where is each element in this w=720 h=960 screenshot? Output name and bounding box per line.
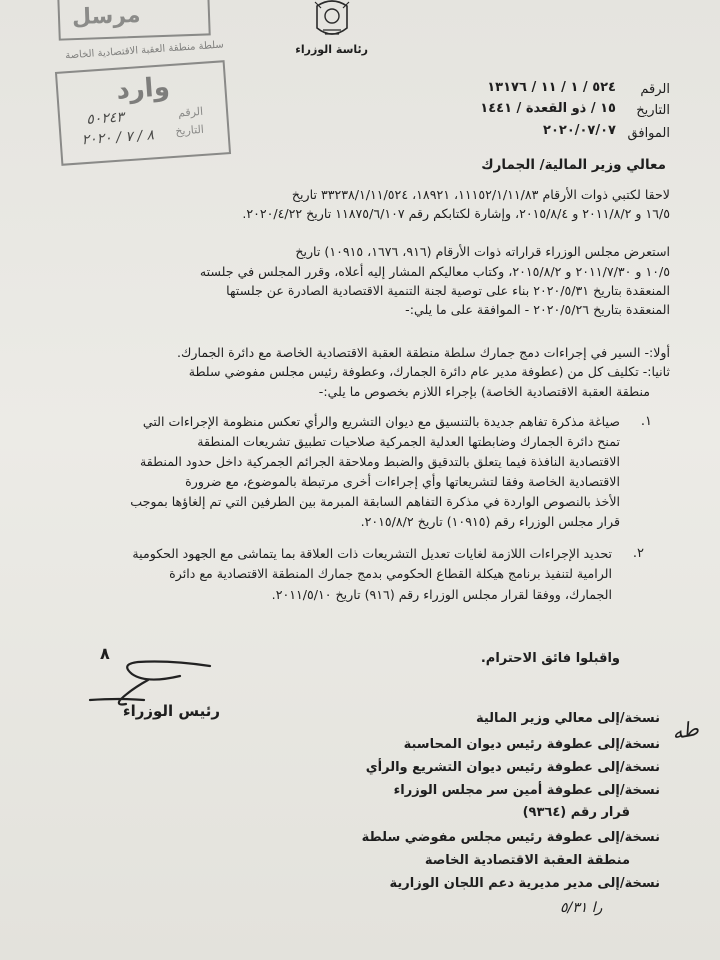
paragraph-2-line: استعرض مجلس الوزراء قراراته ذوات الأرقام (٩١٦، ١٦٧٦، ١٠٩١٥) تاريخ [295,244,670,259]
item-1-number: .١ [640,414,652,429]
outgoing-stamp [57,0,210,41]
gregorian-label: الموافق [627,126,670,141]
item-1-line: قرار مجلس الوزراء رقم (١٠٩١٥) تاريخ ٢٠١٥/٨/٢. [360,514,620,529]
item-1-line: الأخذ بالنصوص الواردة في مذكرة التفاهم السابقة المبرمة بين الطرفين التي تم إلغاؤها بموجب [130,494,620,509]
outgoing-stamp-text: مرسل [71,2,141,31]
paragraph-2-line: المنعقدة بتاريخ ٢٠٢٠/٥/٣١ بناء على توصية لجنة التنمية الاقتصادية الصادرة عن جلستها [226,283,670,298]
footer-note: را ٥/٣١ [560,900,603,916]
date-value: ١٥ / ذو القعدة / ١٤٤١ [480,101,616,116]
item-1-line: الاقتصادية الخاصة وفقا لتشريعاتها وأي إجراءات أخرى مرتبطة بالموضوع، مع ضرورة [185,474,620,489]
date-label: التاريخ [636,103,670,118]
item-1-line: تمنح دائرة الجمارك وضابطتها العدلية الجمركية صلاحيات تطبيق تشريعات المنطقة [197,434,620,449]
item-1-line: صياغة مذكرة تفاهم جديدة بالتنسيق مع ديوان التشريع والرأي تعكس منظومة الإجراءات التي [142,414,620,429]
ref-value: ٥٢٤ / ١ / ١١ / ١٣١٧٦ [487,80,616,95]
signature-mark: ٨ [100,644,110,663]
item-2-number: .٢ [632,546,644,561]
office-name: رئاسة الوزراء [295,43,368,56]
item-2-line: الجمارك، ووفقا لقرار مجلس الوزراء رقم (٩١٦) تاريخ ٢٠١١/٥/١٠. [271,587,612,602]
incoming-handwritten-number: ٥٠٢٤٣ [85,109,125,128]
signature-title: رئيس الوزراء [122,702,220,720]
copy-line: منطقة العقبة الاقتصادية الخاصة [424,853,630,868]
paragraph-1-line: ١٦/٥ و ٢٠١١/٨/٢ و ٢٠١٥/٨/٤، وإشارة لكتابكم رقم ١١٨٧٥/٦/١٠٧ تاريخ ٢٠٢٠/٤/٢٢. [242,206,670,221]
copy-line: نسخة/إلى معالي وزير المالية [475,711,660,726]
item-2-line: الرامية لتنفيذ برنامج هيكلة القطاع الحكومي بدمج جمارك المنطقة الاقتصادية مع دائرة [169,566,612,581]
gregorian-value: ٢٠٢٠/٠٧/٠٧ [543,123,616,138]
item-1-line: الاقتصادية النافذة فيما يتعلق بالتدقيق والضبط وملاحقة الجرائم الجمركية داخل حدود المنطقة [139,454,620,469]
recipient: معالي وزير المالية/ الجمارك [481,157,666,173]
royal-crest-icon [309,0,355,44]
paragraph-1-line: لاحقا لكتبي ذوات الأرقام ١١١٥٢/١/١١/٨٣، ١٨٩٢١، ٣٣٢٣٨/١/١١/٥٢٤ تاريخ [291,187,670,202]
paragraph-2-line: المنعقدة بتاريخ ٢٠٢٠/٥/٢٦ - الموافقة على ما يلي:- [405,302,670,317]
copy-line: نسخة/إلى عطوفة رئيس ديوان التشريع والرأي [365,760,660,775]
ref-label: الرقم [640,82,670,97]
incoming-stamp-date-label: التاريخ [174,122,205,138]
incoming-stamp-number-label: الرقم [177,104,204,120]
item-2-line: تحديد الإجراءات اللازمة لغايات تعديل التشريعات ذات العلاقة بما يتماشى مع الجهود الحكومية [132,546,612,561]
decision-first: أولا:- السير في إجراءات دمج جمارك سلطة منطقة العقبة الاقتصادية الخاصة مع دائرة الجمارك. [177,345,670,360]
copy-line: نسخة/إلى عطوفة أمين سر مجلس الوزراء [393,783,660,798]
copy-line: نسخة/إلى عطوفة رئيس ديوان المحاسبة [403,737,660,752]
decision-second-cont: منطقة العقبة الاقتصادية الخاصة) بإجراء اللازم بخصوص ما يلي:- [318,384,650,399]
margin-note: طه [670,715,701,745]
decision-second: ثانيا:- تكليف كل من (عطوفة مدير عام دائرة الجمارك، وعطوفة رئيس مجلس مفوضي سلطة [188,364,670,379]
incoming-handwritten-date: ٨ / ٧ / ٢٠٢٠ [81,127,155,149]
outgoing-stamp-line: سلطة منطقة العقبة الاقتصادية الخاصة [64,39,225,62]
copy-line: قرار رقم (٩٣٦٤) [522,805,630,820]
closing: واقبلوا فائق الاحترام. [480,651,620,666]
paragraph-2-line: ١٠/٥ و ٢٠١١/٧/٣٠ و ٢٠١٥/٨/٢، وكتاب معاليكم المشار إليه أعلاه، وقرر المجلس في جلسته [199,264,670,279]
incoming-stamp-title: وارد [115,72,171,106]
copy-line: نسخة/إلى مدير مديرية دعم اللجان الوزارية [389,876,660,891]
copy-line: نسخة/إلى عطوفة رئيس مجلس مفوضي سلطة [361,830,660,845]
incoming-stamp [55,60,231,166]
